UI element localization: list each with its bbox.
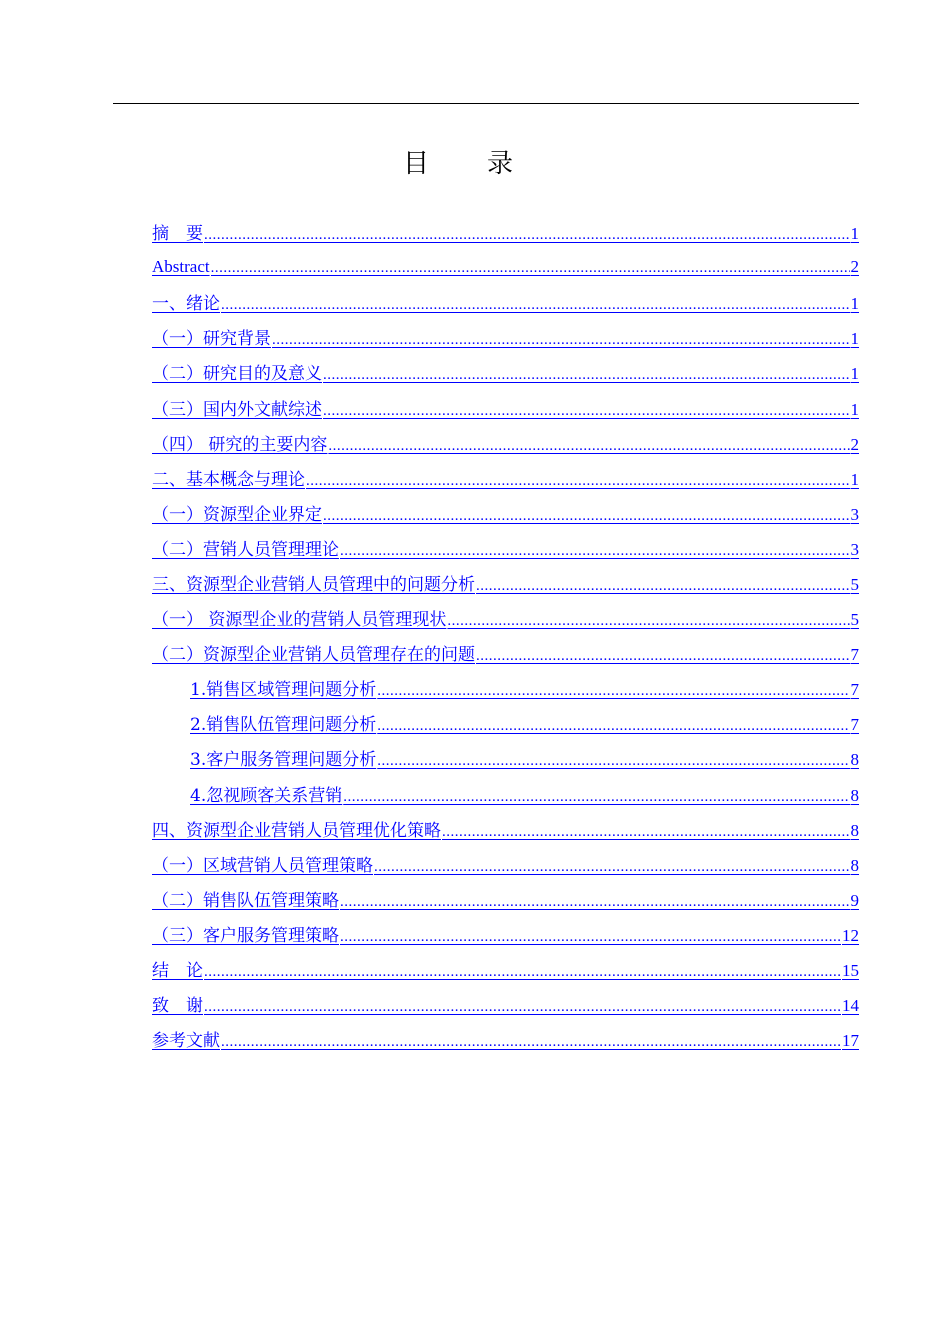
toc-page-number: 14: [842, 996, 859, 1016]
toc-page-number: 8: [850, 855, 859, 875]
toc-dot-leader: [323, 508, 850, 525]
toc-entry-label: 4.忽视顾客关系营销: [190, 785, 343, 806]
toc-page-number: 1: [850, 469, 859, 489]
toc-entry[interactable]: [152, 249, 859, 284]
table-of-contents: [152, 214, 859, 1056]
toc-dot-leader: [221, 1034, 841, 1051]
toc-dot-leader: [204, 999, 841, 1016]
toc-page-number: 1: [850, 224, 859, 244]
toc-entry[interactable]: [152, 705, 859, 740]
toc-entry[interactable]: [152, 214, 859, 249]
toc-link[interactable]: [190, 710, 859, 735]
toc-entry[interactable]: [152, 881, 859, 916]
toc-link[interactable]: [152, 500, 859, 525]
toc-dot-leader: [377, 753, 849, 770]
toc-link[interactable]: [152, 921, 859, 946]
toc-link[interactable]: [152, 640, 859, 665]
toc-entry[interactable]: [152, 776, 859, 811]
toc-link[interactable]: [152, 605, 859, 630]
toc-entry-label: 2.销售队伍管理问题分析: [190, 715, 377, 736]
toc-entry[interactable]: [152, 1021, 859, 1056]
toc-entry-label: （一）研究背景: [152, 329, 271, 350]
toc-entry-label: （二）资源型企业营销人员管理存在的问题: [152, 645, 475, 666]
toc-link[interactable]: [152, 324, 859, 349]
toc-page-number: 2: [850, 434, 859, 454]
toc-entry-label: 摘 要: [152, 224, 203, 245]
toc-link[interactable]: [152, 886, 859, 911]
toc-entry[interactable]: [152, 811, 859, 846]
toc-dot-leader: [211, 260, 850, 277]
toc-dot-leader: [447, 613, 849, 630]
toc-page-number: 2: [850, 256, 859, 276]
toc-entry-label: （三）国内外文献综述: [152, 399, 322, 420]
toc-link[interactable]: [152, 816, 859, 841]
toc-link[interactable]: [152, 219, 859, 244]
toc-page-number: 5: [850, 574, 859, 594]
toc-entry[interactable]: [152, 916, 859, 951]
toc-entry-label: 1.销售区域管理问题分析: [190, 680, 377, 701]
toc-page-number: 7: [850, 715, 859, 735]
toc-entry-label: （一）区域营销人员管理策略: [152, 855, 373, 876]
toc-page-number: 1: [850, 329, 859, 349]
toc-link[interactable]: [152, 257, 859, 277]
toc-entry[interactable]: [152, 565, 859, 600]
toc-entry[interactable]: [152, 284, 859, 319]
toc-entry-label: （四） 研究的主要内容: [152, 434, 328, 455]
toc-page-number: 7: [850, 645, 859, 665]
toc-entry[interactable]: [152, 389, 859, 424]
toc-link[interactable]: [190, 781, 859, 806]
toc-page-number: 8: [850, 785, 859, 805]
toc-entry-label: （二）销售队伍管理策略: [152, 890, 339, 911]
toc-link[interactable]: [152, 359, 859, 384]
toc-link[interactable]: [152, 851, 859, 876]
toc-entry[interactable]: [152, 951, 859, 986]
toc-entry-label: （二）营销人员管理理论: [152, 539, 339, 560]
toc-dot-leader: [340, 894, 850, 911]
toc-dot-leader: [340, 929, 841, 946]
toc-dot-leader: [476, 578, 850, 595]
toc-page-number: 15: [842, 961, 859, 981]
toc-dot-leader: [221, 297, 850, 314]
toc-link[interactable]: [152, 535, 859, 560]
toc-link[interactable]: [190, 675, 859, 700]
toc-link[interactable]: [152, 570, 859, 595]
toc-page-number: 12: [842, 925, 859, 945]
toc-page-number: 1: [850, 399, 859, 419]
toc-page-number: 3: [850, 539, 859, 559]
toc-link[interactable]: [152, 991, 859, 1016]
toc-entry[interactable]: [152, 986, 859, 1021]
toc-entry-label: 致 谢: [152, 996, 203, 1017]
toc-link[interactable]: [152, 956, 859, 981]
page-title: 目录: [402, 149, 571, 179]
toc-entry[interactable]: [152, 670, 859, 705]
toc-link[interactable]: [152, 289, 859, 314]
toc-entry-label: 四、资源型企业营销人员管理优化策略: [152, 820, 441, 841]
toc-dot-leader: [204, 964, 841, 981]
toc-entry-label: （一） 资源型企业的营销人员管理现状: [152, 610, 447, 631]
toc-dot-leader: [323, 403, 850, 420]
toc-entry[interactable]: [152, 319, 859, 354]
toc-dot-leader: [323, 367, 850, 384]
toc-link[interactable]: [152, 430, 859, 455]
toc-entry[interactable]: [152, 495, 859, 530]
toc-entry-label: （二）研究目的及意义: [152, 364, 322, 385]
toc-entry-label: 二、基本概念与理论: [152, 469, 305, 490]
toc-page-number: 8: [850, 750, 859, 770]
toc-dot-leader: [377, 718, 849, 735]
toc-link[interactable]: [190, 745, 859, 770]
toc-page-number: 17: [842, 1031, 859, 1051]
toc-entry-label: Abstract: [152, 256, 210, 276]
toc-link[interactable]: [152, 395, 859, 420]
toc-link[interactable]: [152, 465, 859, 490]
toc-entry[interactable]: [152, 530, 859, 565]
toc-page-number: 9: [850, 890, 859, 910]
toc-entry-label: 一、绪论: [152, 294, 220, 315]
toc-page-number: 8: [850, 820, 859, 840]
toc-dot-leader: [204, 227, 850, 244]
header-rule: [113, 103, 859, 104]
toc-entry[interactable]: [152, 354, 859, 389]
toc-dot-leader: [272, 332, 850, 349]
toc-entry-label: 参考文献: [152, 1031, 220, 1052]
toc-dot-leader: [328, 438, 849, 455]
toc-dot-leader: [476, 648, 850, 665]
toc-entry-label: 三、资源型企业营销人员管理中的问题分析: [152, 574, 475, 595]
toc-page-number: 1: [850, 294, 859, 314]
toc-entry-label: 结 论: [152, 961, 203, 982]
toc-entry-label: （一）资源型企业界定: [152, 504, 322, 525]
toc-dot-leader: [306, 473, 850, 490]
toc-entry[interactable]: [152, 425, 859, 460]
toc-entry[interactable]: [152, 460, 859, 495]
toc-dot-leader: [374, 859, 850, 876]
toc-dot-leader: [442, 824, 850, 841]
toc-dot-leader: [377, 683, 849, 700]
toc-page-number: 5: [850, 610, 859, 630]
toc-dot-leader: [340, 543, 850, 560]
toc-dot-leader: [343, 789, 849, 806]
toc-entry[interactable]: [152, 600, 859, 635]
toc-entry[interactable]: [152, 740, 859, 775]
toc-entry[interactable]: [152, 635, 859, 670]
toc-entry-label: （三）客户服务管理策略: [152, 925, 339, 946]
toc-page-number: 7: [850, 680, 859, 700]
toc-entry[interactable]: [152, 846, 859, 881]
toc-link[interactable]: [152, 1026, 859, 1051]
toc-entry-label: 3.客户服务管理问题分析: [190, 750, 377, 771]
toc-page-number: 3: [850, 504, 859, 524]
toc-page-number: 1: [850, 364, 859, 384]
